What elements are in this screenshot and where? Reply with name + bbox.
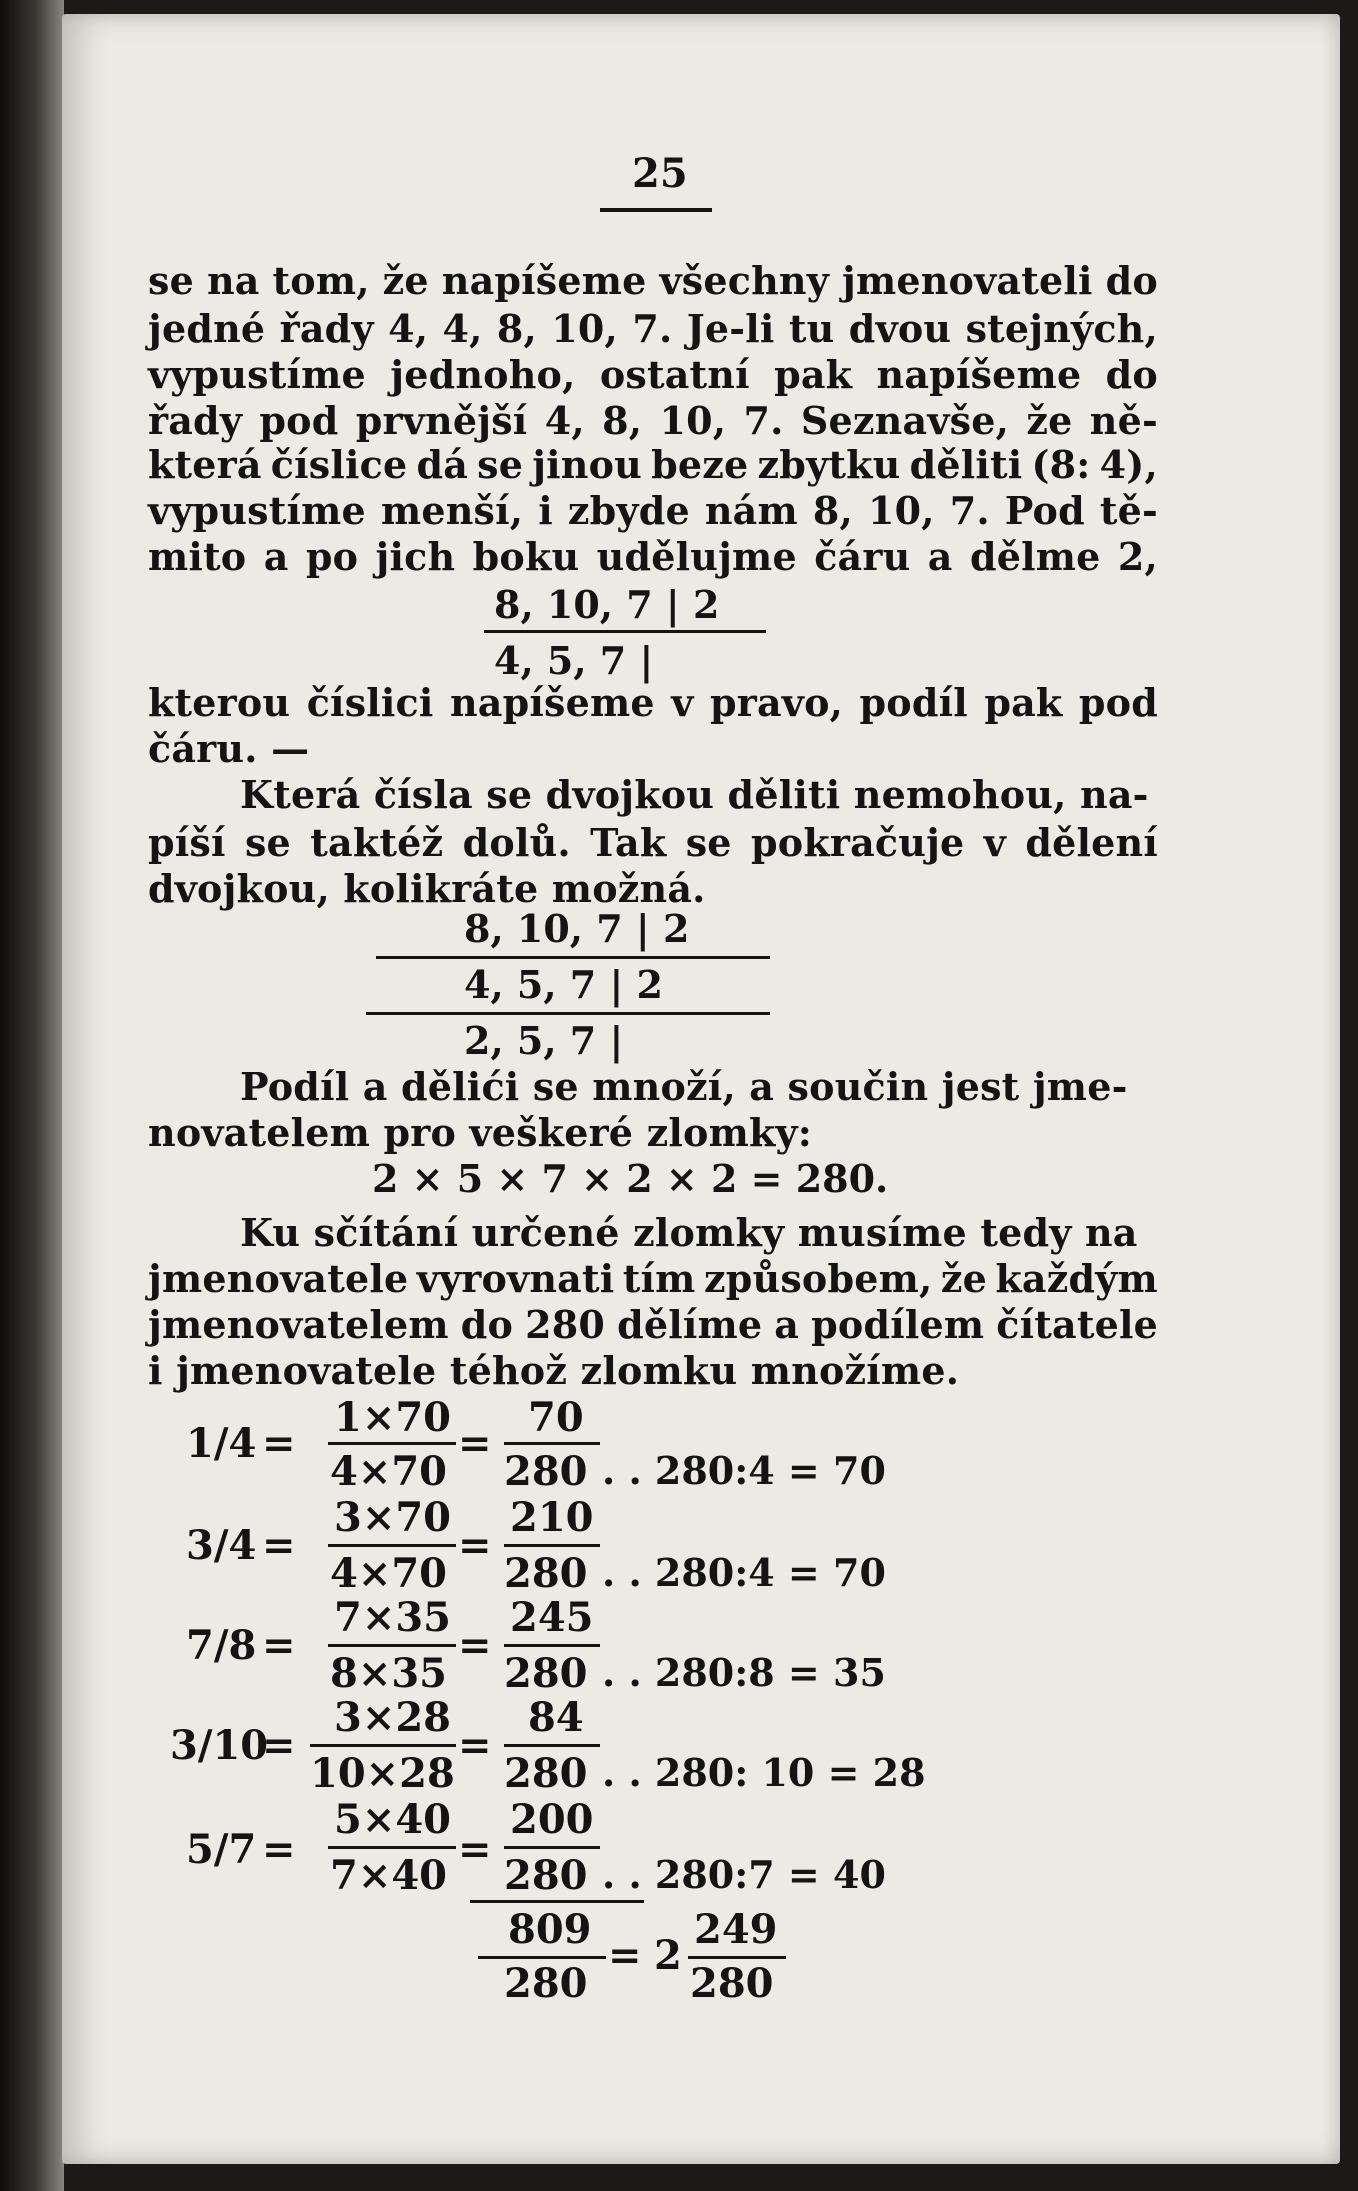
result-denominator: 280: [504, 1448, 588, 1495]
text-line: novatelem pro veškeré zlomky:: [148, 1110, 813, 1155]
fraction-bar: [478, 1956, 606, 1959]
division-row: 2, 5, 7 |: [464, 1018, 624, 1063]
fraction-denominator: 4×70: [330, 1550, 448, 1597]
result-denominator: 280: [504, 1650, 588, 1697]
result-numerator: 70: [528, 1394, 584, 1441]
result-numerator: 84: [528, 1694, 584, 1741]
fraction-bar: [328, 1442, 456, 1445]
fraction-bar: [504, 1442, 600, 1445]
equals-sign: =: [262, 1622, 296, 1669]
fraction-lhs: 3/10: [170, 1722, 269, 1769]
equals-sign: =: [458, 1622, 492, 1669]
total-numerator: 809: [508, 1906, 592, 1953]
division-row: 4, 5, 7 |: [494, 638, 654, 683]
product-formula: 2 × 5 × 7 × 2 × 2 = 280.: [372, 1156, 889, 1201]
text-line: která číslice dá se jinou beze zbytku děliti (8: 4),: [148, 442, 1158, 487]
text-line: řady pod prvnější 4, 8, 10, 7. Seznavše, že ně-: [148, 398, 1158, 443]
text-line: vypustíme menší, i zbyde nám 8, 10, 7. Pod tě-: [148, 488, 1158, 533]
result-numerator: 200: [510, 1796, 594, 1843]
fraction-numerator: 3×70: [334, 1494, 452, 1541]
division-row: 4, 5, 7 | 2: [464, 962, 663, 1007]
page-number-underline: [600, 208, 712, 212]
sum-rule: [470, 1900, 644, 1903]
equals-sign: =: [458, 1420, 492, 1467]
text-line: i jmenovatele téhož zlomku množíme.: [148, 1348, 960, 1393]
equals-sign: =: [458, 1522, 492, 1569]
result-numerator: 210: [510, 1494, 594, 1541]
fraction-bar: [504, 1846, 600, 1849]
text-line: jmenovatele vyrovnati tím způsobem, že každým: [148, 1256, 1158, 1301]
fraction-denominator: 8×35: [330, 1650, 448, 1697]
fraction-denominator: 4×70: [330, 1448, 448, 1495]
fraction-numerator: 5×40: [334, 1796, 452, 1843]
fraction-numerator: 1×70: [334, 1394, 452, 1441]
equals-sign: =: [458, 1826, 492, 1873]
equals-sign: =: [262, 1420, 296, 1467]
result-denominator: 280: [504, 1750, 588, 1797]
mixed-denominator: 280: [690, 1960, 774, 2007]
text-line: čáru. —: [148, 726, 310, 771]
equals-sign: =: [262, 1722, 296, 1769]
division-calc: . . 280:4 = 70: [602, 1550, 886, 1595]
division-calc: . . 280:4 = 70: [602, 1448, 886, 1493]
fraction-bar: [504, 1744, 600, 1747]
fraction-bar: [688, 1956, 786, 1959]
text-line: vypustíme jednoho, ostatní pak napíšeme do: [148, 352, 1158, 397]
book-spine-shadow: [0, 0, 64, 2191]
fraction-bar: [328, 1544, 456, 1547]
text-line: jedné řady 4, 4, 8, 10, 7. Je-li tu dvou stejných,: [148, 306, 1158, 351]
fraction-bar: [504, 1644, 600, 1647]
text-line: kterou číslici napíšeme v pravo, podíl pak pod: [148, 680, 1158, 725]
text-line: Která čísla se dvojkou děliti nemohou, na-: [240, 772, 1149, 817]
mixed-numerator: 249: [694, 1906, 778, 1953]
mixed-whole: 2: [654, 1932, 682, 1979]
division-row: 8, 10, 7 | 2: [464, 906, 690, 951]
division-calc: . . 280:7 = 40: [602, 1852, 886, 1897]
result-denominator: 280: [504, 1852, 588, 1899]
fraction-bar: [310, 1744, 456, 1747]
division-row: 8, 10, 7 | 2: [494, 582, 720, 627]
text-line: píší se taktéž dolů. Tak se pokračuje v dělení: [148, 820, 1158, 865]
total-denominator: 280: [504, 1960, 588, 2007]
division-rule: [376, 956, 770, 959]
fraction-bar: [328, 1644, 456, 1647]
equals-sign: =: [262, 1522, 296, 1569]
fraction-denominator: 7×40: [330, 1852, 448, 1899]
division-rule: [484, 630, 766, 633]
division-calc: . . 280: 10 = 28: [602, 1750, 926, 1795]
equals-sign: =: [458, 1722, 492, 1769]
result-denominator: 280: [504, 1550, 588, 1597]
text-line: mito a po jich boku udělujme čáru a dělme 2,: [148, 534, 1158, 579]
text-line: Podíl a dělići se množí, a součin jest jme-: [240, 1064, 1128, 1109]
fraction-numerator: 7×35: [334, 1594, 452, 1641]
fraction-lhs: 5/7: [186, 1826, 257, 1873]
fraction-lhs: 1/4: [186, 1420, 257, 1467]
text-line: Ku sčítání určené zlomky musíme tedy na: [240, 1210, 1138, 1255]
text-line: jmenovatelem do 280 dělíme a podílem čítatele: [148, 1302, 1158, 1347]
division-rule: [366, 1012, 770, 1015]
equals-sign: =: [608, 1932, 642, 1979]
page-number: 25: [632, 150, 688, 197]
text-line: se na tom, že napíšeme všechny jmenovateli do: [148, 258, 1158, 303]
fraction-bar: [328, 1846, 456, 1849]
fraction-bar: [504, 1544, 600, 1547]
equals-sign: =: [262, 1826, 296, 1873]
fraction-lhs: 3/4: [186, 1522, 257, 1569]
fraction-numerator: 3×28: [334, 1694, 452, 1741]
division-calc: . . 280:8 = 35: [602, 1650, 886, 1695]
text-line: dvojkou, kolikráte možná.: [148, 866, 706, 911]
fraction-lhs: 7/8: [186, 1622, 257, 1669]
result-numerator: 245: [510, 1594, 594, 1641]
fraction-denominator: 10×28: [310, 1750, 455, 1797]
